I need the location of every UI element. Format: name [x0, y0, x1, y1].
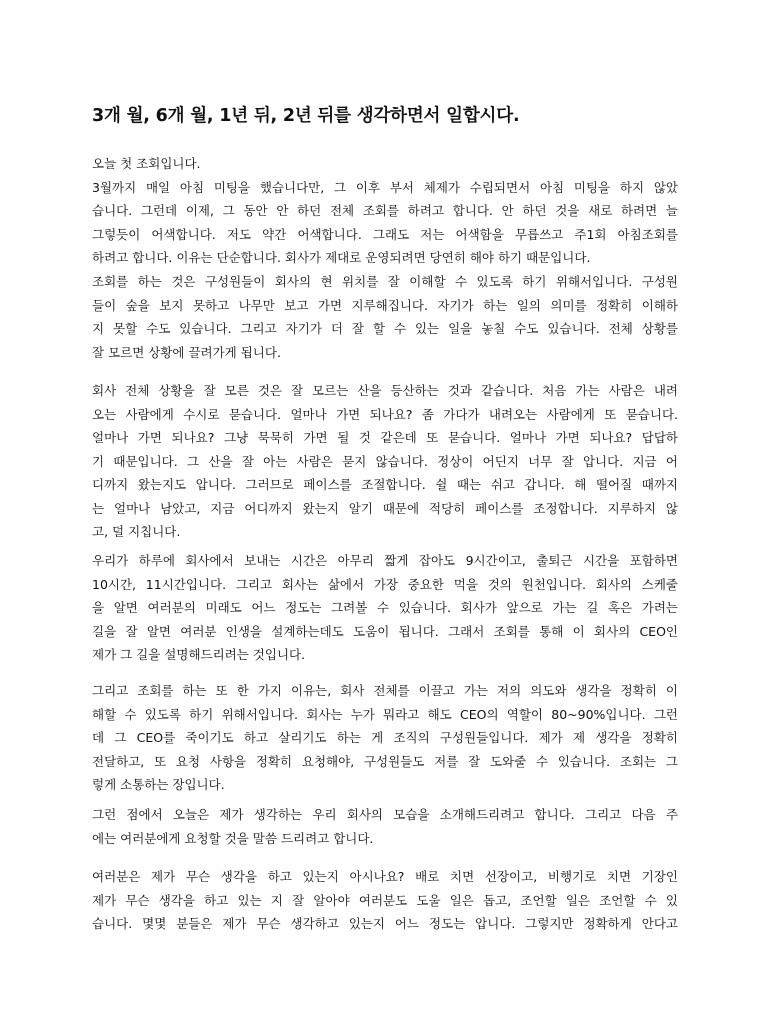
text-line: 그런 점에서 오늘은 제가 생각하는 우리 회사의 모습을 소개해드리려고 합니다. 그리고 다음 주 [92, 807, 678, 822]
paragraph-intro [92, 152, 678, 270]
text-line: 오는 사람에게 수시로 묻습니다. 얼마나 가면 되나요? 좀 가다가 내려오는 사람에게 또 묻습니다. [92, 406, 678, 422]
text-line: 하려고 합니다. 이유는 단순합니다. 회사가 제대로 운영되려면 당연히 해야 하기 때문입니다. [92, 250, 591, 265]
text-line: 는 얼마나 남았고, 지금 어디까지 왔는지 알기 때문에 적당히 페이스를 조정합니다. 지루하지 않 [92, 500, 678, 516]
paragraph-time-at-company [92, 549, 678, 667]
text-line: 길을 잘 알면 여러분 인생을 설계하는데도 도움이 됩니다. 그래서 조회를 통해 이 회사의 CEO인 [92, 623, 678, 639]
text-line: 제가 무슨 생각을 하고 있는 지 잘 알아야 여러분도 도울 일은 돕고, 조언할 일은 조언할 수 있 [92, 892, 678, 908]
text-line: 고, 덜 지칩니다. [92, 524, 181, 539]
text-line: 10시간, 11시간입니다. 그리고 회사는 삶에서 가장 중요한 먹을 것의 원천입니다. 회사의 스케줄 [92, 576, 678, 592]
text-line: 회사 전체 상황을 잘 모른 것은 잘 모르는 산을 등산하는 것과 같습니다. 처음 가는 사람은 내려 [92, 383, 678, 398]
text-line: 디까지 왔는지도 압니다. 그러므로 페이스를 조절합니다. 쉴 때는 쉬고 갑니다. 해 떨어질 때까지 [92, 477, 678, 492]
text-line: 기 때문입니다. 그 산을 잘 아는 사람은 묻지 않습니다. 정상이 어딘지 너무 잘 압니다. 지금 어 [92, 453, 678, 469]
text-line: 해할 수 있도록 하기 위해서입니다. 회사는 누가 뭐라고 해도 CEO의 역할이 80~90%입니다. 그런 [92, 706, 678, 722]
text-line: 들이 숲을 보지 못하고 나무만 보고 가면 지루해집니다. 자기가 하는 일의 의미를 정확히 이해하 [92, 297, 678, 313]
text-line: 에는 여러분에게 요청할 것을 말씀 드리려고 합니다. [92, 830, 374, 846]
paragraph-today-plan [92, 803, 678, 850]
text-line: 을 알면 여러분의 미래도 어느 정도는 그려볼 수 있습니다. 회사가 앞으로 가는 길 혹은 가려는 [92, 600, 678, 615]
paragraph-ceo-intent [92, 679, 678, 797]
text-line: 조회를 하는 것은 구성원들이 회사의 현 위치를 잘 이해할 수 있도록 하기 위해서입니다. 구성원 [92, 274, 678, 289]
text-line: 그리고 조회를 하는 또 한 가지 이유는, 회사 전체를 이끌고 가는 저의 의도와 생각을 정확히 이 [92, 683, 678, 698]
text-line: 잘 모르면 상황에 끌려가게 됩니다. [92, 344, 281, 360]
text-line: 그렇듯이 어색합니다. 저도 약간 어색합니다. 그래도 저는 어색함을 무릅쓰고 주1회 아침조회를 [92, 226, 678, 242]
text-line: 전달하고, 또 요청 사항을 정확히 요청해야, 구성원들도 저를 잘 도와줄 수 있습니다. 조회는 그 [92, 753, 678, 769]
text-line: 데 그 CEO를 죽이기도 하고 살리기도 하는 게 조직의 구성원들입니다. 제가 제 생각을 정확히 [92, 730, 678, 745]
paragraph-why-meeting [92, 270, 678, 364]
text-line: 지 못할 수도 있습니다. 그리고 자기가 더 잘 할 수 있는 일을 놓칠 수도 있습니다. 전체 상황를 [92, 321, 678, 336]
text-line: 제가 그 길을 설명해드리려는 것입니다. [92, 647, 306, 662]
text-line: 여러분은 제가 무슨 생각을 하고 있는지 아시나요? 배로 치면 선장이고, 비행기로 치면 기장인 [92, 869, 678, 884]
text-line: 얼마나 가면 되나요? 그냥 묵묵히 가면 될 것 같은데 또 묻습니다. 얼마나 가면 되나요? 답답하 [92, 430, 678, 445]
text-line: 오늘 첫 조회입니다. [92, 156, 201, 171]
paragraph-mountain-analogy [92, 379, 678, 544]
text-line: 렇게 소통하는 장입니다. [92, 777, 225, 792]
text-line: 습니다. 그런데 이제, 그 동안 안 하던 전체 조회를 하려고 합니다. 안 하던 것을 새로 하려면 늘 [92, 203, 678, 218]
paragraph-what-i-think [92, 865, 678, 936]
text-line: 우리가 하루에 회사에서 보내는 시간은 아무리 짧게 잡아도 9시간이고, 출퇴근 시간을 포함하면 [92, 553, 678, 568]
document-title: 3개 월, 6개 월, 1년 뒤, 2년 뒤를 생각하면서 일합시다. [92, 106, 520, 126]
text-line: 습니다. 몇몇 분들은 제가 무슨 생각하고 있는지 어느 정도는 압니다. 그렇지만 정확하게 안다고 [92, 916, 678, 931]
text-line: 3월까지 매일 아침 미팅을 했습니다만, 그 이후 부서 체제가 수립되면서 아침 미팅을 하지 않았 [92, 179, 678, 195]
